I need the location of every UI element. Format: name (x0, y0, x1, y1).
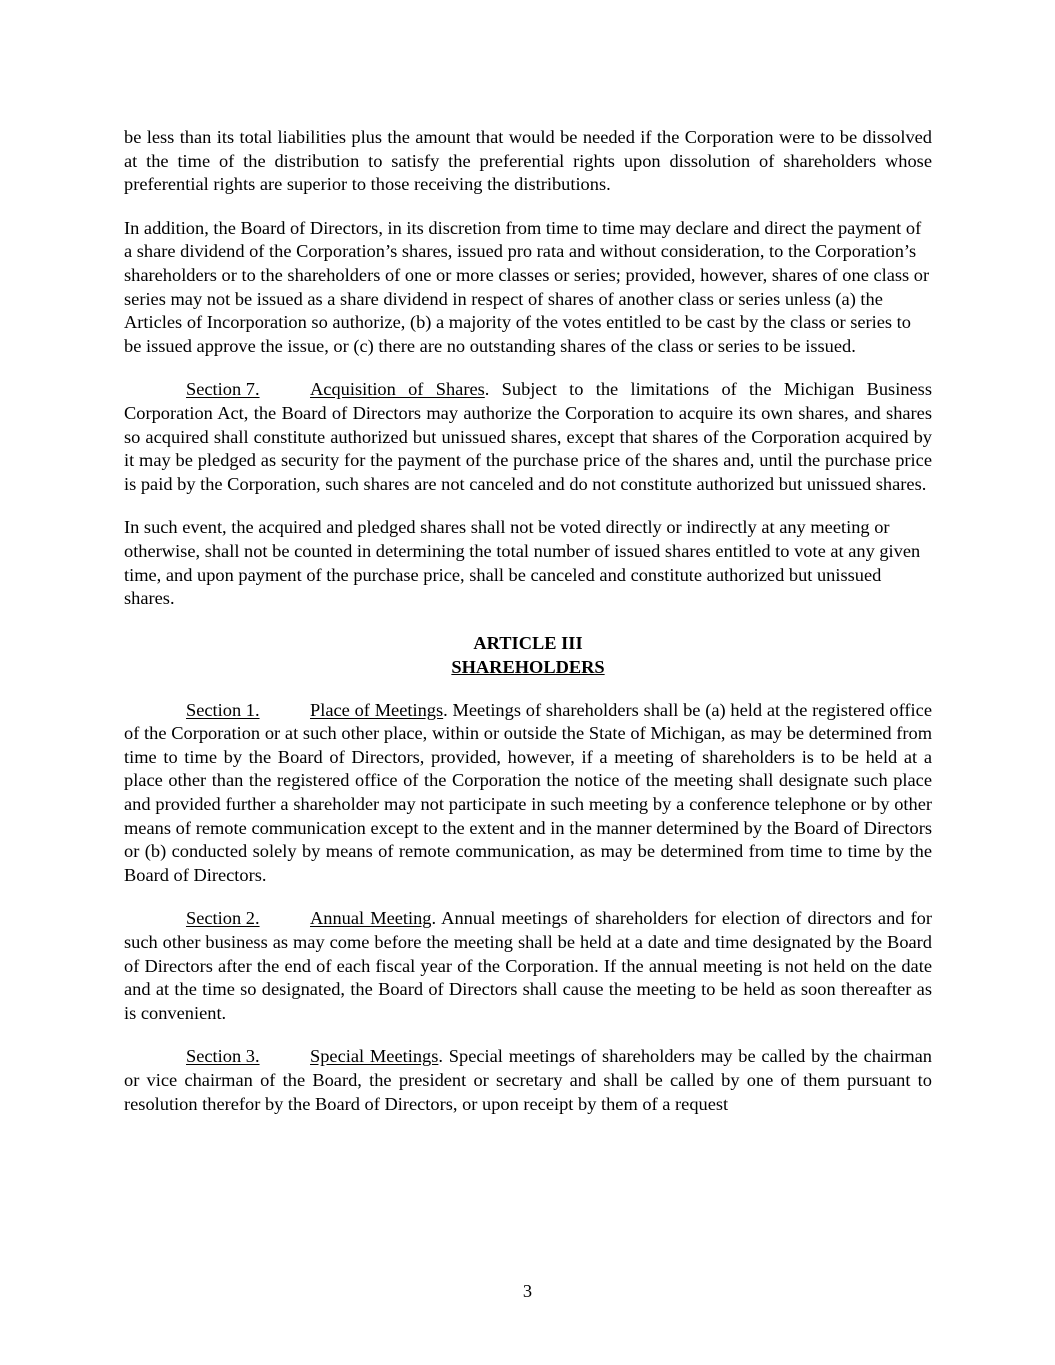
section-label: Section 2. (186, 908, 260, 929)
section-7-acquisition-of-shares (124, 378, 932, 496)
paragraph-pledged-shares: In such event, the acquired and pledged shares shall not be voted directly or indirectly at any meeting or otherwise, shall not be counted in determining the total number of issued shares entitled to vote at any given time, and upon payment of the purchase price, shall be canceled and constitute authorized but unissued shares. (124, 517, 921, 609)
article-number: ARTICLE III (473, 632, 583, 653)
section-title: Special Meetings (310, 1046, 439, 1067)
section-text: . Meetings of shareholders shall be (a) held at the registered office of the Corporation or at such other place, within or outside the State of Michigan, as may be determined from time to time by the Board of Directors, provided, however, if a meeting of shareholders is to be held at a place other than the registered office of the Corporation the notice of the meeting shall designate such place and provided further a shareholder may not participate in such meeting by a conference telephone or by other means of remote communication except to the extent and in the manner determined by the Board of Directors or (b) conducted solely by means of remote communication, as may be determined from time to time by the Board of Directors. (124, 699, 932, 885)
section-3-special-meetings (124, 1045, 932, 1116)
section-label: Section 1. (186, 699, 260, 720)
section-text: . Annual meetings of shareholders for election of directors and for such other business as may come before the meeting shall be held at a date and time designated by the Board of Directors after the end of each fiscal year of the Corporation. If the annual meeting is not held on the date and at the time so designated, the Board of Directors shall cause the meeting to be held as soon thereafter as is convenient. (124, 908, 932, 1023)
section-title: Acquisition of Shares (310, 379, 485, 400)
page-number: 3 (522, 1281, 533, 1301)
article-heading (124, 631, 932, 679)
document-page (124, 126, 932, 1136)
section-title: Place of Meetings (310, 699, 444, 720)
section-title: Annual Meeting (310, 908, 432, 929)
section-text: . Subject to the limitations of the Michigan Business Corporation Act, the Board of Directors may authorize the Corporation to acquire its own shares, and shares so acquired shall constitute authorized but unissued shares, except that shares of the Corporation acquired by it may be pledged as security for the payment of the purchase price of the shares and, until the purchase price is paid by the Corporation, such shares are not canceled and do not constitute authorized but unissued shares. (124, 379, 932, 494)
paragraph-distribution-continuation: be less than its total liabilities plus the amount that would be needed if the Corporation were to be dissolved at the time of the distribution to satisfy the preferential rights upon dissolution of shareholders whose preferential rights are superior to those receiving the distributions. (124, 127, 932, 195)
section-1-place-of-meetings (124, 699, 932, 888)
article-title: SHAREHOLDERS (451, 656, 605, 677)
section-2-annual-meeting (124, 907, 932, 1025)
section-text: . Special meetings of shareholders may be called by the chairman or vice chairman of the Board, the president or secretary and shall be called by one of them pursuant to resolution therefor by the Board of Directors, or upon receipt by them of a request (124, 1046, 932, 1114)
section-label: Section 3. (186, 1046, 260, 1067)
paragraph-share-dividend: In addition, the Board of Directors, in its discretion from time to time may declare and direct the payment of a share dividend of the Corporation’s shares, issued pro rata and without consideration, to the Corporation’s shareholders or to the shareholders of one or more classes or series; provided, however, shares of one class or series may not be issued as a share dividend in respect of shares of another class or series unless (a) the Articles of Incorporation so authorize, (b) a majority of the votes entitled to be cast by the class or series to be issued approve the issue, or (c) there are no outstanding shares of the class or series to be issued. (124, 217, 930, 356)
section-label: Section 7. (186, 379, 260, 400)
